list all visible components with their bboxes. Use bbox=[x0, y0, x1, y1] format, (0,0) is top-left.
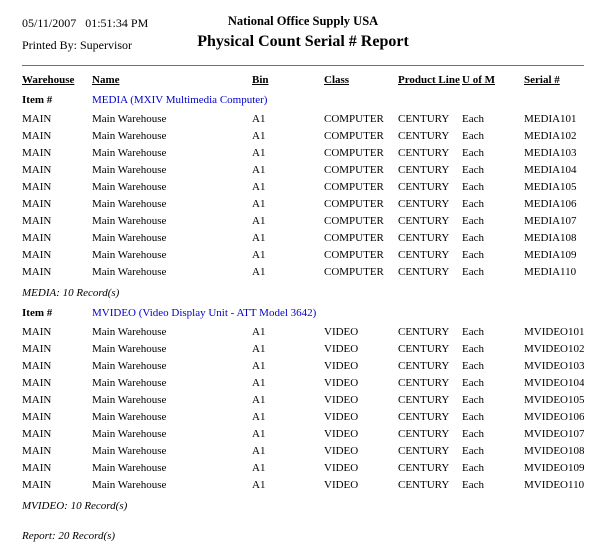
cell-bin: A1 bbox=[252, 232, 266, 244]
item-description: MVIDEO (Video Display Unit - ATT Model 3642) bbox=[92, 307, 317, 319]
cell-serial: MEDIA101 bbox=[524, 113, 577, 125]
cell-warehouse: MAIN bbox=[22, 266, 52, 278]
cell-serial: MEDIA103 bbox=[524, 147, 577, 159]
item-number-label: Item # bbox=[22, 307, 53, 319]
cell-class: COMPUTER bbox=[324, 215, 384, 227]
cell-product-line: CENTURY bbox=[398, 428, 450, 440]
cell-name: Main Warehouse bbox=[92, 147, 167, 159]
cell-serial: MVIDEO107 bbox=[524, 428, 584, 440]
cell-product-line: CENTURY bbox=[398, 266, 450, 278]
cell-product-line: CENTURY bbox=[398, 130, 450, 142]
cell-name: Main Warehouse bbox=[92, 249, 167, 261]
cell-class: VIDEO bbox=[324, 394, 359, 406]
cell-serial: MEDIA106 bbox=[524, 198, 577, 210]
cell-bin: A1 bbox=[252, 462, 266, 474]
cell-uom: Each bbox=[462, 266, 484, 278]
cell-name: Main Warehouse bbox=[92, 198, 167, 210]
table-row bbox=[22, 392, 584, 409]
cell-warehouse: MAIN bbox=[22, 394, 52, 406]
cell-serial: MVIDEO102 bbox=[524, 343, 584, 355]
cell-product-line: CENTURY bbox=[398, 147, 450, 159]
cell-product-line: CENTURY bbox=[398, 462, 450, 474]
cell-serial: MVIDEO101 bbox=[524, 326, 584, 338]
cell-name: Main Warehouse bbox=[92, 130, 167, 142]
table-row bbox=[22, 145, 584, 162]
cell-bin: A1 bbox=[252, 445, 266, 457]
cell-warehouse: MAIN bbox=[22, 360, 52, 372]
cell-name: Main Warehouse bbox=[92, 326, 167, 338]
cell-name: Main Warehouse bbox=[92, 232, 167, 244]
cell-name: Main Warehouse bbox=[92, 181, 167, 193]
column-header-row bbox=[22, 73, 584, 88]
cell-warehouse: MAIN bbox=[22, 326, 52, 338]
cell-uom: Each bbox=[462, 479, 484, 491]
cell-name: Main Warehouse bbox=[92, 343, 167, 355]
cell-product-line: CENTURY bbox=[398, 232, 450, 244]
cell-bin: A1 bbox=[252, 113, 266, 125]
cell-name: Main Warehouse bbox=[92, 411, 167, 423]
table-row bbox=[22, 477, 584, 494]
column-header-product-line: Product Line bbox=[398, 74, 460, 86]
cell-warehouse: MAIN bbox=[22, 462, 52, 474]
cell-serial: MEDIA108 bbox=[524, 232, 577, 244]
cell-product-line: CENTURY bbox=[398, 164, 450, 176]
item-description: MEDIA (MXIV Multimedia Computer) bbox=[92, 94, 268, 106]
cell-uom: Each bbox=[462, 411, 484, 423]
cell-warehouse: MAIN bbox=[22, 377, 52, 389]
table-row bbox=[22, 196, 584, 213]
cell-class: VIDEO bbox=[324, 326, 359, 338]
cell-serial: MEDIA107 bbox=[524, 215, 577, 227]
report-header bbox=[22, 10, 584, 62]
cell-name: Main Warehouse bbox=[92, 445, 167, 457]
cell-bin: A1 bbox=[252, 377, 266, 389]
cell-bin: A1 bbox=[252, 164, 266, 176]
cell-name: Main Warehouse bbox=[92, 479, 167, 491]
cell-name: Main Warehouse bbox=[92, 266, 167, 278]
cell-name: Main Warehouse bbox=[92, 164, 167, 176]
cell-class: VIDEO bbox=[324, 411, 359, 423]
column-header-class: Class bbox=[324, 74, 350, 86]
report-title: Physical Count Serial # Report bbox=[197, 33, 409, 50]
cell-warehouse: MAIN bbox=[22, 249, 52, 261]
cell-name: Main Warehouse bbox=[92, 360, 167, 372]
cell-bin: A1 bbox=[252, 326, 266, 338]
cell-serial: MEDIA104 bbox=[524, 164, 577, 176]
cell-serial: MEDIA110 bbox=[524, 266, 577, 278]
cell-warehouse: MAIN bbox=[22, 113, 52, 125]
table-row bbox=[22, 443, 584, 460]
cell-name: Main Warehouse bbox=[92, 462, 167, 474]
cell-bin: A1 bbox=[252, 249, 266, 261]
cell-product-line: CENTURY bbox=[398, 249, 450, 261]
cell-uom: Each bbox=[462, 377, 484, 389]
group-summary: MEDIA: 10 Record(s) bbox=[22, 287, 120, 299]
table-row bbox=[22, 426, 584, 443]
cell-uom: Each bbox=[462, 181, 484, 193]
cell-class: COMPUTER bbox=[324, 249, 384, 261]
table-row bbox=[22, 460, 584, 477]
table-row bbox=[22, 341, 584, 358]
cell-product-line: CENTURY bbox=[398, 360, 450, 372]
cell-warehouse: MAIN bbox=[22, 445, 52, 457]
cell-uom: Each bbox=[462, 445, 484, 457]
table-row bbox=[22, 230, 584, 247]
table-row bbox=[22, 375, 584, 392]
cell-warehouse: MAIN bbox=[22, 164, 52, 176]
cell-serial: MVIDEO109 bbox=[524, 462, 584, 474]
cell-name: Main Warehouse bbox=[92, 377, 167, 389]
cell-product-line: CENTURY bbox=[398, 326, 450, 338]
cell-uom: Each bbox=[462, 360, 484, 372]
cell-uom: Each bbox=[462, 343, 484, 355]
cell-product-line: CENTURY bbox=[398, 113, 450, 125]
cell-class: VIDEO bbox=[324, 360, 359, 372]
cell-warehouse: MAIN bbox=[22, 232, 52, 244]
table-row bbox=[22, 247, 584, 264]
cell-uom: Each bbox=[462, 198, 484, 210]
cell-bin: A1 bbox=[252, 130, 266, 142]
table-row bbox=[22, 128, 584, 145]
cell-product-line: CENTURY bbox=[398, 479, 450, 491]
cell-product-line: CENTURY bbox=[398, 215, 450, 227]
table-row bbox=[22, 111, 584, 128]
item-group-header bbox=[22, 305, 584, 322]
column-header-warehouse: Warehouse bbox=[22, 74, 75, 86]
table-row bbox=[22, 409, 584, 426]
cell-serial: MVIDEO104 bbox=[524, 377, 584, 389]
cell-name: Main Warehouse bbox=[92, 394, 167, 406]
cell-serial: MVIDEO103 bbox=[524, 360, 584, 372]
cell-bin: A1 bbox=[252, 479, 266, 491]
report-body bbox=[22, 92, 584, 512]
table-row bbox=[22, 213, 584, 230]
cell-product-line: CENTURY bbox=[398, 445, 450, 457]
cell-uom: Each bbox=[462, 462, 484, 474]
cell-bin: A1 bbox=[252, 266, 266, 278]
cell-uom: Each bbox=[462, 164, 484, 176]
column-header-uom: U of M bbox=[462, 74, 495, 86]
cell-name: Main Warehouse bbox=[92, 113, 167, 125]
cell-uom: Each bbox=[462, 215, 484, 227]
cell-warehouse: MAIN bbox=[22, 130, 52, 142]
cell-class: COMPUTER bbox=[324, 147, 384, 159]
cell-serial: MVIDEO110 bbox=[524, 479, 584, 491]
cell-serial: MVIDEO106 bbox=[524, 411, 584, 423]
report-summary: Report: 20 Record(s) bbox=[22, 530, 116, 542]
cell-serial: MVIDEO105 bbox=[524, 394, 584, 406]
cell-uom: Each bbox=[462, 113, 484, 125]
cell-uom: Each bbox=[462, 394, 484, 406]
table-row bbox=[22, 264, 584, 281]
table-row bbox=[22, 324, 584, 341]
item-group-header bbox=[22, 92, 584, 109]
cell-class: COMPUTER bbox=[324, 113, 384, 125]
cell-warehouse: MAIN bbox=[22, 411, 52, 423]
column-header-bin: Bin bbox=[252, 74, 269, 86]
cell-class: COMPUTER bbox=[324, 130, 384, 142]
cell-bin: A1 bbox=[252, 198, 266, 210]
cell-class: COMPUTER bbox=[324, 164, 384, 176]
table-row bbox=[22, 179, 584, 196]
cell-bin: A1 bbox=[252, 343, 266, 355]
cell-class: VIDEO bbox=[324, 462, 359, 474]
column-header-serial: Serial # bbox=[524, 74, 560, 86]
cell-product-line: CENTURY bbox=[398, 394, 450, 406]
cell-uom: Each bbox=[462, 130, 484, 142]
table-row bbox=[22, 358, 584, 375]
header-divider bbox=[22, 65, 584, 66]
cell-bin: A1 bbox=[252, 394, 266, 406]
printed-by-label: Printed By: Supervisor bbox=[22, 38, 132, 52]
cell-uom: Each bbox=[462, 147, 484, 159]
cell-class: COMPUTER bbox=[324, 266, 384, 278]
cell-warehouse: MAIN bbox=[22, 343, 52, 355]
cell-class: VIDEO bbox=[324, 479, 359, 491]
table-row bbox=[22, 162, 584, 179]
group-summary: MVIDEO: 10 Record(s) bbox=[22, 500, 128, 512]
cell-class: VIDEO bbox=[324, 445, 359, 457]
cell-class: COMPUTER bbox=[324, 181, 384, 193]
cell-warehouse: MAIN bbox=[22, 181, 52, 193]
cell-warehouse: MAIN bbox=[22, 147, 52, 159]
cell-serial: MEDIA105 bbox=[524, 181, 577, 193]
column-header-name: Name bbox=[92, 74, 120, 86]
cell-class: COMPUTER bbox=[324, 232, 384, 244]
cell-class: VIDEO bbox=[324, 428, 359, 440]
cell-bin: A1 bbox=[252, 215, 266, 227]
cell-serial: MEDIA109 bbox=[524, 249, 577, 261]
cell-class: VIDEO bbox=[324, 377, 359, 389]
company-name: National Office Supply USA bbox=[227, 14, 379, 28]
cell-product-line: CENTURY bbox=[398, 377, 450, 389]
cell-bin: A1 bbox=[252, 147, 266, 159]
cell-product-line: CENTURY bbox=[398, 198, 450, 210]
cell-serial: MEDIA102 bbox=[524, 130, 577, 142]
cell-warehouse: MAIN bbox=[22, 215, 52, 227]
cell-warehouse: MAIN bbox=[22, 198, 52, 210]
cell-product-line: CENTURY bbox=[398, 181, 450, 193]
cell-product-line: CENTURY bbox=[398, 411, 450, 423]
cell-uom: Each bbox=[462, 326, 484, 338]
print-datetime: 05/11/2007 01:51:34 PM bbox=[22, 16, 149, 30]
cell-name: Main Warehouse bbox=[92, 215, 167, 227]
cell-uom: Each bbox=[462, 232, 484, 244]
item-number-label: Item # bbox=[22, 94, 53, 106]
cell-bin: A1 bbox=[252, 428, 266, 440]
cell-serial: MVIDEO108 bbox=[524, 445, 584, 457]
cell-class: COMPUTER bbox=[324, 198, 384, 210]
cell-product-line: CENTURY bbox=[398, 343, 450, 355]
cell-warehouse: MAIN bbox=[22, 479, 52, 491]
cell-uom: Each bbox=[462, 249, 484, 261]
cell-class: VIDEO bbox=[324, 343, 359, 355]
cell-bin: A1 bbox=[252, 360, 266, 372]
cell-warehouse: MAIN bbox=[22, 428, 52, 440]
cell-bin: A1 bbox=[252, 181, 266, 193]
cell-uom: Each bbox=[462, 428, 484, 440]
cell-bin: A1 bbox=[252, 411, 266, 423]
cell-name: Main Warehouse bbox=[92, 428, 167, 440]
